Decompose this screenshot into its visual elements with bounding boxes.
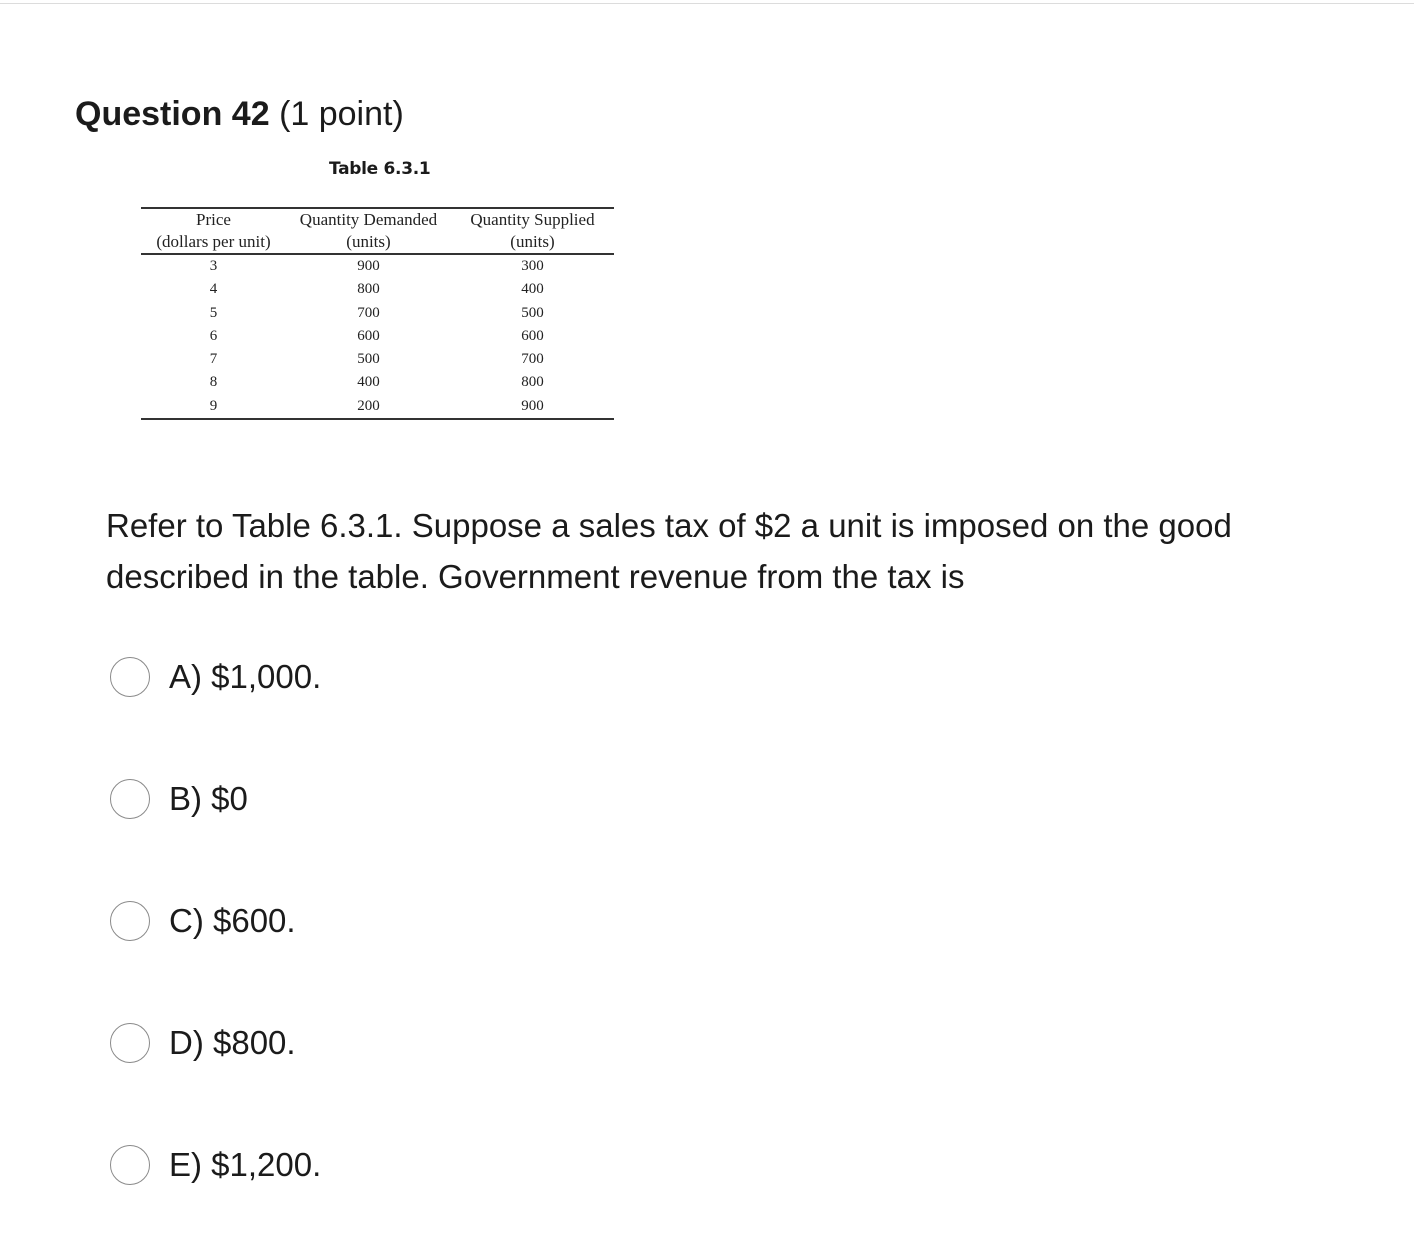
option-c-text: [169, 901, 296, 941]
cell-price: 3: [209, 258, 218, 274]
question-points: (1 point): [279, 95, 404, 133]
cell-quantity-supplied: 800: [521, 374, 544, 391]
header-quantity-supplied: Quantity Supplied: [451, 208, 614, 231]
option-d-value: $800.: [213, 1024, 296, 1061]
option-a[interactable]: [110, 655, 321, 699]
header-quantity-demanded-units: (units): [286, 231, 451, 254]
table-row: [141, 325, 614, 348]
radio-button-e[interactable]: [110, 1145, 150, 1185]
option-d-text: [169, 1023, 296, 1063]
cell-price: 5: [209, 304, 218, 321]
radio-button-b[interactable]: [110, 779, 150, 819]
table-header-units-row: [141, 231, 614, 254]
top-divider: [0, 3, 1414, 4]
option-b-text: [169, 779, 248, 819]
header-quantity-demanded: Quantity Demanded: [286, 208, 451, 231]
cell-price: 7: [209, 351, 218, 368]
option-b[interactable]: [110, 777, 248, 821]
cell-quantity-supplied: 900: [451, 395, 614, 419]
header-price-units: (dollars per unit): [141, 231, 286, 254]
option-e-letter: E): [169, 1146, 202, 1183]
cell-quantity-demanded: 200: [286, 395, 451, 419]
question-number: Question 42: [75, 95, 270, 133]
cell-price: 8: [209, 374, 218, 391]
option-d[interactable]: [110, 1021, 296, 1065]
option-a-letter: A): [169, 658, 202, 695]
radio-button-a[interactable]: [110, 657, 150, 697]
cell-price: 6: [209, 327, 218, 344]
radio-button-d[interactable]: [110, 1023, 150, 1063]
option-a-value: $1,000.: [211, 658, 322, 695]
option-e-text: [169, 1145, 321, 1185]
option-d-letter: D): [169, 1024, 204, 1061]
cell-quantity-supplied: 700: [521, 351, 544, 368]
option-a-text: [169, 657, 321, 697]
cell-quantity-demanded: 900: [357, 258, 380, 274]
cell-quantity-supplied: 500: [521, 304, 544, 321]
option-c-value: $600.: [213, 902, 296, 939]
header-quantity-supplied-units: (units): [451, 231, 614, 254]
cell-quantity-demanded: 700: [357, 304, 380, 321]
table-row: [141, 278, 614, 301]
table-row: [141, 371, 614, 394]
table-caption: Table 6.3.1: [329, 159, 431, 179]
question-prompt: Refer to Table 6.3.1. Suppose a sales tax of $2 a unit is imposed on the good described in the table. Government revenue from the tax is: [106, 507, 1232, 595]
cell-quantity-demanded: 800: [357, 281, 380, 298]
cell-quantity-demanded: 400: [357, 374, 380, 391]
option-c-letter: C): [169, 902, 204, 939]
cell-price: 4: [209, 281, 218, 298]
cell-quantity-supplied: 400: [521, 281, 544, 298]
radio-button-c[interactable]: [110, 901, 150, 941]
cell-quantity-demanded: 600: [357, 327, 380, 344]
table-header-row: [141, 208, 614, 231]
table-row: [141, 348, 614, 371]
header-price: Price: [141, 208, 286, 231]
table-row: [141, 254, 614, 278]
table-row: [141, 302, 614, 325]
cell-price: 9: [141, 395, 286, 419]
option-e[interactable]: [110, 1143, 321, 1187]
cell-quantity-supplied: 300: [521, 258, 544, 274]
option-b-value: $0: [211, 780, 248, 817]
option-c[interactable]: [110, 899, 296, 943]
table-row: [141, 395, 614, 419]
price-quantity-table: [141, 207, 614, 420]
cell-quantity-supplied: 600: [521, 327, 544, 344]
option-e-value: $1,200.: [211, 1146, 322, 1183]
question-header: [75, 94, 404, 134]
option-b-letter: B): [169, 780, 202, 817]
cell-quantity-demanded: 500: [357, 351, 380, 368]
